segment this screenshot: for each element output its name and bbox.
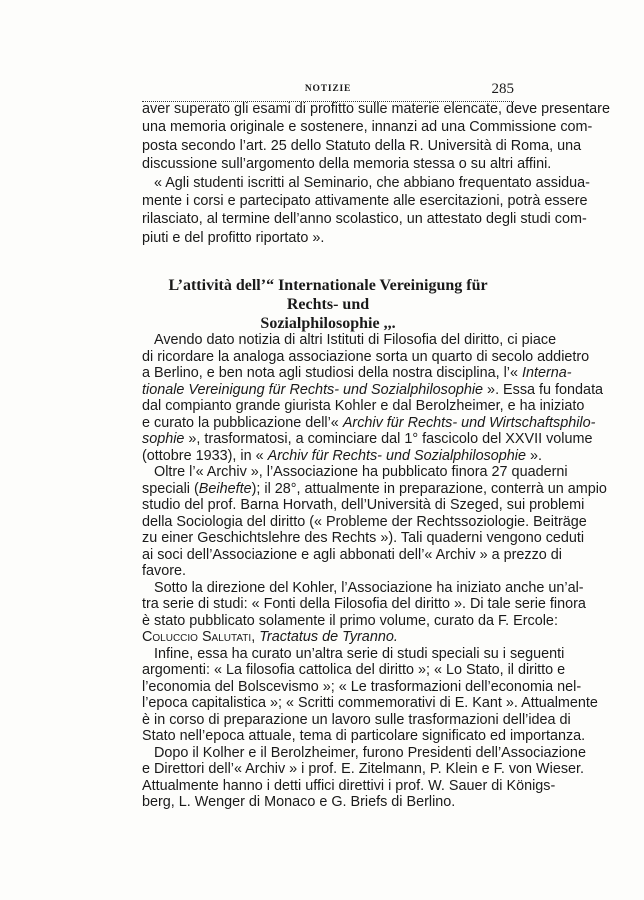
page-header [142, 81, 514, 97]
text-segment: argomenti: « La filosofia cattolica del diritto »; « Lo Stato, il diritto e [142, 662, 566, 678]
text-segment: posta secondo l’art. 25 dello Statuto della R. Università di Roma, una [142, 137, 582, 154]
text-line [142, 662, 566, 679]
text-segment: Oltre l’« Archiv », l’Associazione ha pubblicato finora 27 quaderni [154, 464, 568, 480]
text-segment: (ottobre 1933), in « [142, 447, 268, 464]
text-line [142, 563, 514, 580]
text-line [142, 100, 610, 118]
text-segment: piuti e del profitto riportato ». [142, 229, 325, 246]
text-line [142, 332, 557, 349]
text-line [142, 348, 590, 366]
text-segment: a Berlino, e ben nota agli studiosi della nostra disciplina, l’« [142, 365, 522, 381]
text-line [142, 137, 582, 155]
italic-text: Archiv für Rechts- und Wirtschaftsphilo- [342, 414, 596, 431]
text-line [142, 174, 590, 192]
text-segment: Dopo il Kolher e il Berolzheimer, furono Presidenti dell’Associazione [154, 744, 586, 761]
text-line [142, 431, 593, 448]
italic-text: Beihefte [198, 480, 252, 497]
section-2-text [142, 332, 607, 811]
text-segment: è stato pubblicato solamente il primo volume, curato da F. Ercole: [142, 612, 558, 629]
text-segment: una memoria originale e sostenere, innanzi ad una Commissione com- [142, 119, 593, 136]
text-segment: l’economia del Bolscevismo »; « Le trasformazioni dell’economia nel- [142, 678, 582, 695]
text-segment: mente i corsi e partecipato attivamente alle esercitazioni, potrà essere [142, 193, 588, 210]
text-line [142, 155, 552, 173]
text-segment: , [251, 629, 260, 645]
text-segment: zu einer Geschichtslehre des Rechts »). Tali quaderni vengono ceduti [142, 530, 585, 546]
text-segment: aver superato gli esami di profitto sulle materie elencate, deve presentare [142, 101, 610, 117]
text-line [142, 480, 607, 498]
article-title-line-2: Sozialphilosophie ,,. [260, 315, 396, 332]
text-segment: rilasciato, al termine dell’anno scolastico, un attestato degli studi com- [142, 211, 587, 228]
text-line [142, 497, 585, 514]
text-segment: favore. [142, 563, 186, 579]
text-line [142, 513, 587, 531]
text-line [142, 794, 514, 811]
text-segment: l’epoca capitalistica »; « Scritti commemorativi di E. Kant ». Attualmente [142, 695, 598, 711]
italic-text: Tractatus de Tyranno. [259, 629, 398, 645]
text-segment: ai soci dell’Associazione e agli abbonati dell’« Archiv » a prezzo di [142, 546, 562, 563]
text-line [142, 777, 556, 795]
section-1-text [142, 100, 610, 247]
text-line [142, 365, 572, 382]
text-segment: di ricordare la analoga associazione sorta un quarto di secolo addietro [142, 348, 590, 365]
text-segment: ». [525, 447, 542, 464]
text-segment: berg, L. Wenger di Monaco e G. Briefs di Berlino. [142, 794, 456, 810]
text-segment: dal compianto grande giurista Kohler e dal Berolzheimer, e ha iniziato [142, 398, 585, 414]
text-segment: tra serie di studi: « Fonti della Filosofia del diritto ». Di tale serie finora [142, 596, 586, 612]
text-segment: discussione sull’argomento della memoria stessa o su altri affini. [142, 156, 552, 173]
text-segment: Avendo dato notizia di altri Istituti di Filosofia del diritto, ci piace [154, 332, 557, 348]
text-segment: e curato la pubblicazione dell’« [142, 414, 343, 431]
small-caps-text: Coluccio Salutati [142, 629, 252, 645]
italic-text: sophie [142, 431, 185, 447]
text-line [142, 695, 598, 712]
text-segment: e Direttori dell’« Archiv » i prof. E. Zitelmann, P. Klein e F. von Wieser. [142, 761, 585, 777]
text-line [142, 612, 558, 630]
text-line [142, 118, 593, 136]
text-segment: Infine, essa ha curato un’altra serie di studi speciali su i seguenti [154, 645, 565, 662]
text-line [142, 728, 586, 745]
article-title [142, 276, 514, 333]
text-segment: Attualmente hanno i detti uffici direttivi i prof. W. Sauer di Königs- [142, 777, 556, 794]
text-segment: della Sociologia del diritto (« Probleme der Rechtssoziologie. Beiträge [142, 513, 587, 530]
text-line [142, 414, 596, 432]
page-number: 285 [491, 81, 514, 97]
text-line [142, 210, 587, 228]
text-line [142, 711, 571, 729]
text-segment: Stato nell’epoca attuale, tema di particolare significato ed importanza. [142, 728, 586, 744]
text-line [142, 447, 542, 465]
text-line [142, 192, 588, 210]
text-line [142, 761, 585, 778]
text-line [142, 381, 604, 399]
text-segment: è in corso di preparazione un lavoro sulle trasformazioni dell’idea di [142, 711, 571, 728]
text-segment: speciali ( [142, 480, 199, 497]
italic-text: Archiv für Rechts- und Sozialphilosophie [267, 447, 526, 464]
text-line [142, 645, 565, 663]
text-line [142, 596, 586, 613]
text-line [142, 629, 514, 646]
text-line [142, 744, 586, 762]
text-segment: ); il 28°, attualmente in preparazione, conterrà un ampio [251, 480, 607, 497]
text-line [142, 229, 514, 247]
text-line [142, 464, 568, 481]
text-line [142, 579, 584, 597]
italic-text: Interna- [521, 365, 572, 381]
article-title-line-1: L’attività dell’“ Internationale Vereinigung für Rechts- und [168, 277, 488, 313]
text-segment: ». Essa fu fondata [483, 381, 604, 398]
text-line [142, 678, 582, 696]
text-line [142, 398, 585, 415]
text-segment: », trasformatosi, a cominciare dal 1° fascicolo del XXVII volume [184, 431, 593, 447]
text-segment: Sotto la direzione del Kohler, l’Associazione ha iniziato anche un’al- [154, 579, 584, 596]
text-segment: « Agli studenti iscritti al Seminario, che abbiano frequentato assidua- [154, 174, 590, 191]
running-title: NOTIZIE [304, 84, 352, 94]
text-line [142, 546, 562, 564]
text-segment: studio del prof. Barna Horvath, dell’Università di Szeged, sui problemi [142, 497, 585, 513]
text-line [142, 530, 585, 547]
italic-text: tionale Vereinigung für Rechts- und Sozialphilosophie [142, 381, 484, 398]
